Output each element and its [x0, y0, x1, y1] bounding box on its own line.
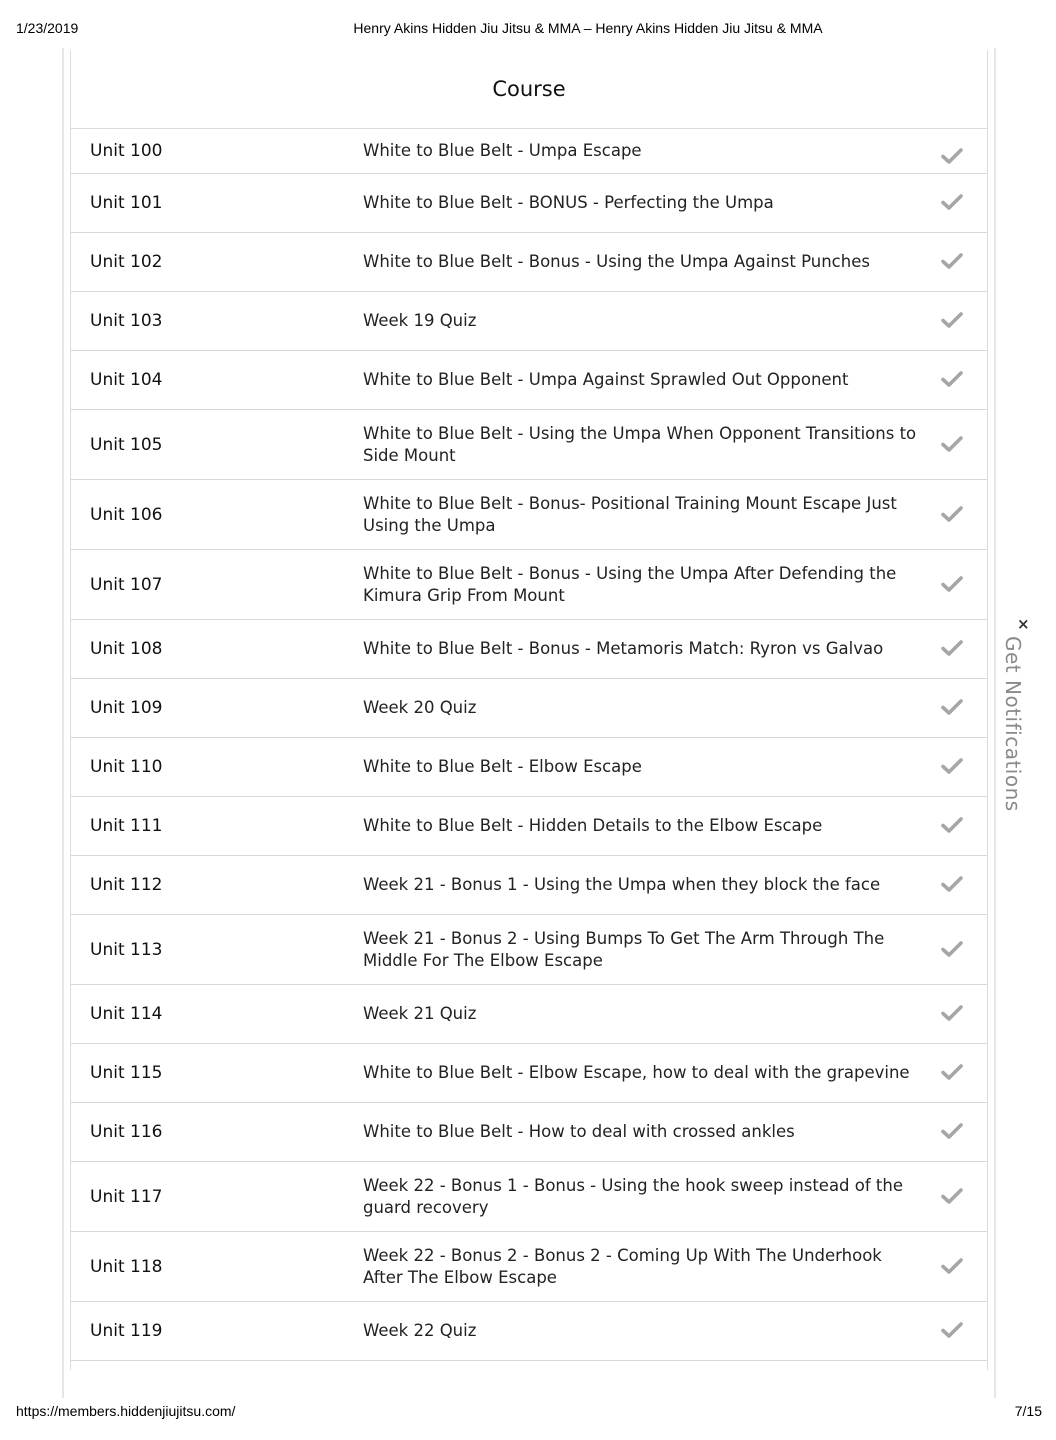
- print-url: https://members.hiddenjiujitsu.com/: [16, 1403, 236, 1419]
- unit-label: Unit 104: [90, 370, 163, 390]
- unit-row[interactable]: [71, 856, 987, 915]
- unit-row[interactable]: [71, 1044, 987, 1103]
- course-card: [70, 50, 988, 1370]
- unit-row[interactable]: [71, 738, 987, 797]
- unit-label: Unit 112: [90, 875, 163, 895]
- unit-title-link[interactable]: Week 22 - Bonus 1 - Bonus - Using the hook sweep instead of the guard recovery: [363, 1175, 904, 1217]
- print-page-number: 7/15: [1014, 1403, 1042, 1419]
- unit-title-link[interactable]: White to Blue Belt - Bonus - Using the Umpa Against Punches: [363, 252, 870, 271]
- checkmark-icon: [941, 639, 965, 659]
- unit-row[interactable]: [71, 1162, 987, 1232]
- unit-title-link[interactable]: White to Blue Belt - BONUS - Perfecting the Umpa: [363, 193, 774, 212]
- unit-title-link[interactable]: White to Blue Belt - Umpa Against Sprawled Out Opponent: [363, 370, 849, 389]
- unit-label: Unit 119: [90, 1321, 163, 1341]
- unit-title-link[interactable]: White to Blue Belt - How to deal with crossed ankles: [363, 1122, 795, 1141]
- checkmark-icon: [941, 575, 965, 595]
- unit-list: [71, 129, 987, 1361]
- unit-label: Unit 100: [90, 141, 163, 161]
- unit-label: Unit 109: [90, 698, 163, 718]
- unit-title-link[interactable]: White to Blue Belt - Using the Umpa When Opponent Transitions to Side Mount: [363, 423, 917, 465]
- unit-row[interactable]: [71, 351, 987, 410]
- unit-row[interactable]: [71, 915, 987, 985]
- checkmark-icon: [941, 147, 965, 167]
- checkmark-icon: [941, 252, 965, 272]
- unit-row[interactable]: [71, 174, 987, 233]
- unit-row[interactable]: [71, 797, 987, 856]
- checkmark-icon: [941, 698, 965, 718]
- checkmark-icon: [941, 505, 965, 525]
- unit-label: Unit 101: [90, 193, 163, 213]
- unit-label: Unit 103: [90, 311, 163, 331]
- checkmark-icon: [941, 1187, 965, 1207]
- unit-row[interactable]: [71, 292, 987, 351]
- unit-label: Unit 116: [90, 1122, 163, 1142]
- unit-title-link[interactable]: Week 19 Quiz: [363, 311, 477, 330]
- unit-row[interactable]: [71, 550, 987, 620]
- checkmark-icon: [941, 940, 965, 960]
- unit-row[interactable]: [71, 129, 987, 174]
- get-notifications-widget[interactable]: [996, 612, 1036, 836]
- checkmark-icon: [941, 311, 965, 331]
- unit-title-link[interactable]: White to Blue Belt - Hidden Details to the Elbow Escape: [363, 816, 823, 835]
- checkmark-icon: [941, 1122, 965, 1142]
- checkmark-icon: [941, 193, 965, 213]
- checkmark-icon: [941, 816, 965, 836]
- unit-label: Unit 108: [90, 639, 163, 659]
- close-icon[interactable]: ×: [1017, 615, 1030, 633]
- checkmark-icon: [941, 757, 965, 777]
- checkmark-icon: [941, 1321, 965, 1341]
- unit-title-link[interactable]: Week 22 Quiz: [363, 1321, 477, 1340]
- unit-row[interactable]: [71, 1103, 987, 1162]
- unit-title-link[interactable]: White to Blue Belt - Elbow Escape, how to deal with the grapevine: [363, 1063, 910, 1082]
- checkmark-icon: [941, 435, 965, 455]
- unit-label: Unit 105: [90, 434, 163, 455]
- print-header: [0, 20, 1056, 44]
- unit-label: Unit 114: [90, 1004, 163, 1024]
- print-footer: [0, 1403, 1056, 1427]
- unit-label: Unit 111: [90, 816, 163, 836]
- unit-title-link[interactable]: White to Blue Belt - Bonus- Positional Training Mount Escape Just Using the Umpa: [363, 493, 897, 535]
- unit-title-link[interactable]: White to Blue Belt - Umpa Escape: [363, 141, 642, 160]
- unit-row[interactable]: [71, 480, 987, 550]
- print-page-title: Henry Akins Hidden Jiu Jitsu & MMA – Henry Akins Hidden Jiu Jitsu & MMA: [353, 20, 823, 36]
- unit-label: Unit 113: [90, 939, 163, 960]
- course-title: Course: [71, 50, 987, 129]
- unit-title-link[interactable]: Week 21 Quiz: [363, 1004, 477, 1023]
- unit-row[interactable]: [71, 679, 987, 738]
- unit-title-link[interactable]: White to Blue Belt - Bonus - Using the Umpa After Defending the Kimura Grip From Mount: [363, 563, 897, 605]
- unit-label: Unit 110: [90, 757, 163, 777]
- unit-title-link[interactable]: Week 21 - Bonus 1 - Using the Umpa when they block the face: [363, 875, 881, 894]
- unit-title-link[interactable]: White to Blue Belt - Bonus - Metamoris Match: Ryron vs Galvao: [363, 639, 884, 658]
- unit-row[interactable]: [71, 985, 987, 1044]
- unit-label: Unit 115: [90, 1063, 163, 1083]
- get-notifications-label[interactable]: Get Notifications: [1001, 636, 1025, 812]
- unit-label: Unit 117: [90, 1186, 163, 1207]
- unit-row[interactable]: [71, 1302, 987, 1361]
- unit-row[interactable]: [71, 233, 987, 292]
- checkmark-icon: [941, 1257, 965, 1277]
- unit-row[interactable]: [71, 1232, 987, 1302]
- unit-row[interactable]: [71, 410, 987, 480]
- unit-label: Unit 106: [90, 504, 163, 525]
- unit-title-link[interactable]: Week 20 Quiz: [363, 698, 477, 717]
- unit-label: Unit 102: [90, 252, 163, 272]
- checkmark-icon: [941, 875, 965, 895]
- unit-row[interactable]: [71, 620, 987, 679]
- unit-label: Unit 107: [90, 574, 163, 595]
- checkmark-icon: [941, 1063, 965, 1083]
- print-date: 1/23/2019: [16, 20, 79, 36]
- unit-title-link[interactable]: Week 22 - Bonus 2 - Bonus 2 - Coming Up With The Underhook After The Elbow Escape: [363, 1245, 882, 1287]
- unit-label: Unit 118: [90, 1256, 163, 1277]
- unit-title-link[interactable]: Week 21 - Bonus 2 - Using Bumps To Get The Arm Through The Middle For The Elbow Escape: [363, 928, 885, 970]
- unit-title-link[interactable]: White to Blue Belt - Elbow Escape: [363, 757, 642, 776]
- checkmark-icon: [941, 1004, 965, 1024]
- checkmark-icon: [941, 370, 965, 390]
